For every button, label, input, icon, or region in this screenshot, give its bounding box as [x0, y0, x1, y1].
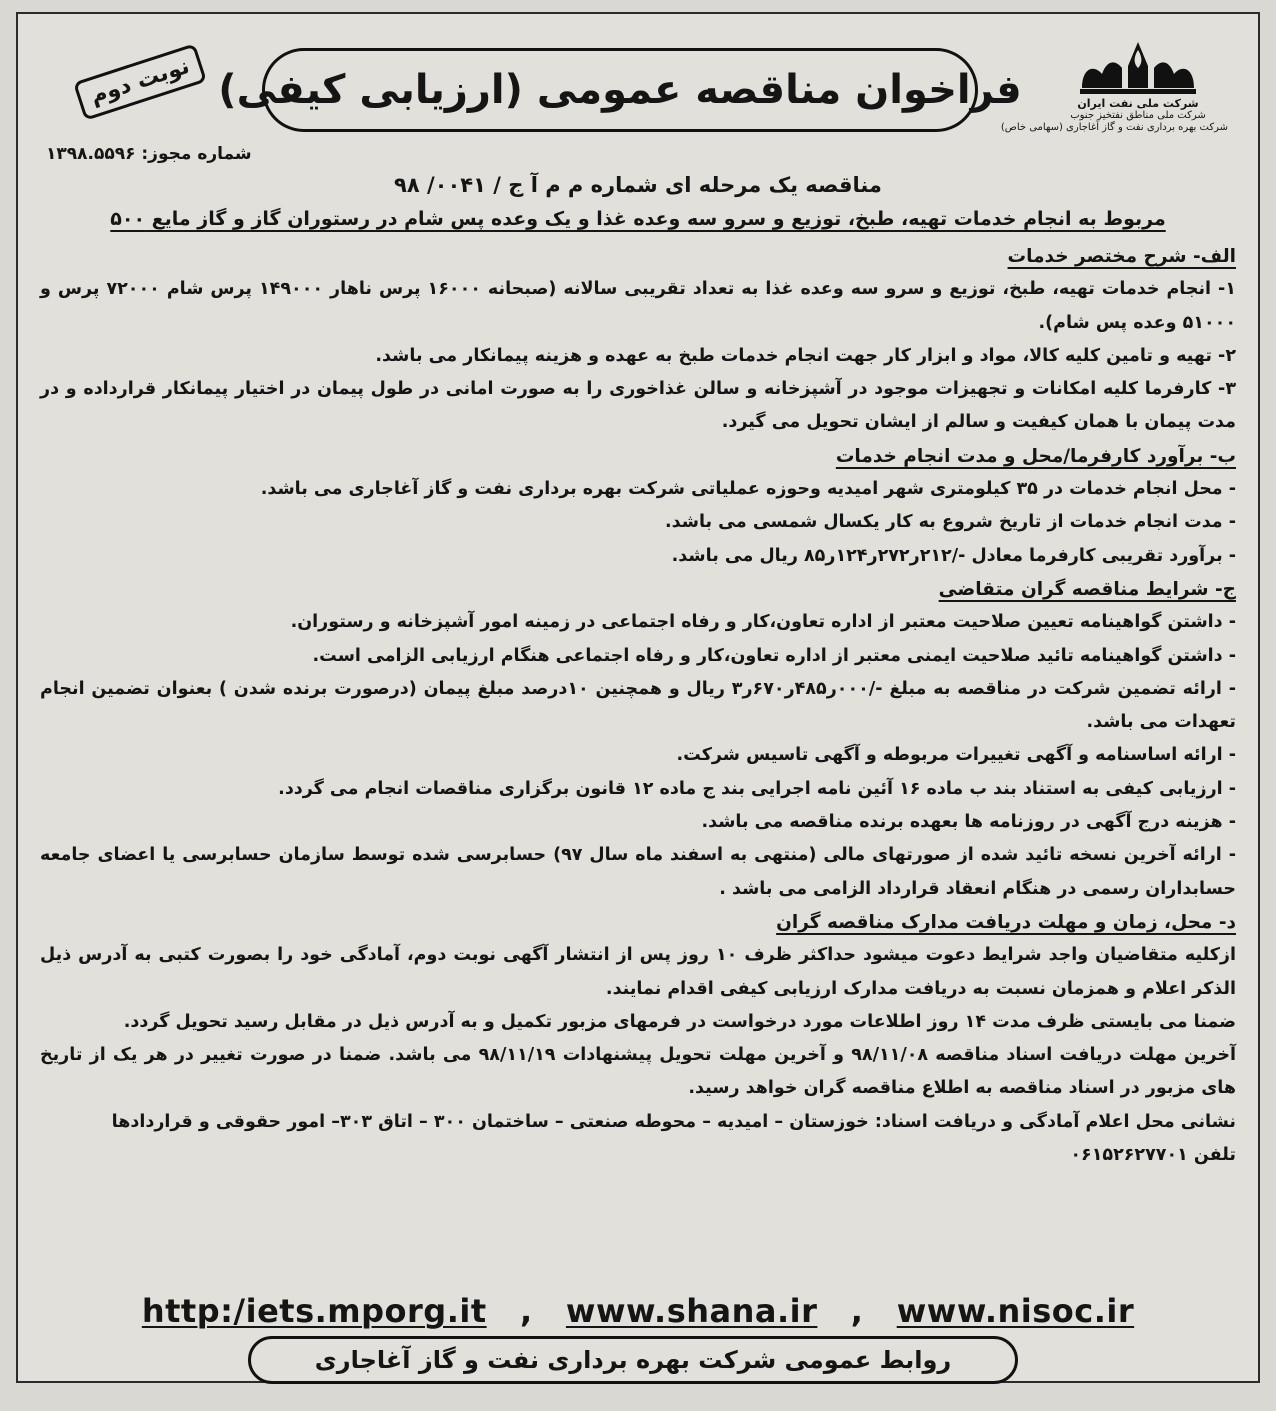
public-relations-footer: روابط عمومی شرکت بهره برداری نفت و گاز آغاجاری — [248, 1336, 1018, 1384]
link-separator: , — [519, 1292, 533, 1330]
section-c-item-3: - ارائه تضمین شرکت در مناقصه به مبلغ -/۰۰۰ر۴۸۵ر۶۷۰ر۳ ریال و همچنین ۱۰درصد مبلغ پیمان (درصورت برنده شدن ) بعنوان تضمین انجام تعهدات می باشد. — [40, 678, 1236, 733]
website-links — [18, 1292, 1258, 1330]
section-b-estimate: - برآورد تقریبی کارفرما معادل -/۲۱۲ر۲۷۲ر۱۲۴ر۸۵ ریال می باشد. — [671, 545, 1236, 566]
link-separator: , — [850, 1292, 864, 1330]
section-c-item-7: - ارائه آخرین نسخه تائید شده از صورتهای مالی (منتهی به اسفند ماه سال ۹۷) حسابرسی شده توسط سازمان حسابرسی یا اعضای جامعه حسابداران رسمی در هنگام انعقاد قرارداد الزامی می باشد . — [40, 845, 1236, 899]
notice-title: فراخوان مناقصه عمومی (ارزیابی کیفی) — [262, 48, 978, 132]
logo-subsidiary: شرکت ملی مناطق نفتخیز جنوب — [1070, 110, 1206, 121]
logo-company-name: شرکت ملی نفت ایران — [1077, 97, 1199, 110]
section-b-duration: - مدت انجام خدمات از تاریخ شروع به کار یکسال شمسی می باشد. — [664, 512, 1236, 533]
section-d-phone: تلفن ۰۶۱۵۲۶۲۷۷۰۱ — [1070, 1145, 1236, 1166]
section-a-item-1: ۱- انجام خدمات تهیه، طبخ، توزیع و سرو سه وعده غذا به تعداد تقریبی سالانه (صبحانه ۱۶۰۰۰ پرس ناهار ۱۴۹۰۰۰ پرس شام ۷۲۰۰۰ پرس و ۵۱۰۰۰ وعده پس شام). — [40, 279, 1236, 333]
company-logo — [1000, 36, 1228, 134]
section-c-item-2: - داشتن گواهینامه تائید صلاحیت ایمنی معتبر از اداره تعاون،کار و رفاه اجتماعی هنگام ارزیابی الزامی است. — [312, 645, 1236, 666]
link-shana[interactable]: www.shana.ir — [565, 1292, 818, 1330]
nioc-emblem-icon — [1078, 36, 1198, 98]
notice-body — [40, 240, 1236, 1172]
section-c-item-6: - هزینه درج آگهی در روزنامه ها بعهده برنده مناقصه می باشد. — [701, 812, 1236, 833]
section-d-heading: د- محل، زمان و مهلت دریافت مدارک مناقصه گران — [776, 911, 1236, 933]
section-b-heading: ب- برآورد کارفرما/محل و مدت انجام خدمات — [835, 445, 1236, 467]
section-d-para-2: ضمنا می بایستی ظرف مدت ۱۴ روز اطلاعات مورد درخواست در فرمهای مزبور تکمیل و به آدرس ذیل در مقابل رسید تحویل گردد. — [123, 1011, 1236, 1032]
logo-operator: شرکت بهره برداری نفت و گاز آغاجاری (سهامی خاص) — [1000, 122, 1228, 133]
section-b-location: - محل انجام خدمات در ۳۵ کیلومتری شهر امیدیه وحوزه عملیاتی شرکت بهره برداری نفت و گاز آغاجاری می باشد. — [260, 479, 1236, 500]
section-c-item-5: - ارزیابی کیفی به استناد بند ب ماده ۱۶ آئین نامه اجرایی بند ج ماده ۱۲ قانون برگزاری مناقصات انجام می گردد. — [278, 778, 1236, 799]
second-publication-stamp: نوبت دوم — [73, 43, 207, 121]
section-d-para-3: آخرین مهلت دریافت اسناد مناقصه ۹۸/۱۱/۰۸ و آخرین مهلت تحویل پیشنهادات ۹۸/۱۱/۱۹ می باشد. ضمنا در صورت تغییر در هر یک از تاریخ های مزبور در اسناد مناقصه به اطلاع مناقصه گران خواهد رسید. — [40, 1045, 1236, 1099]
section-a-item-2: ۲- تهیه و تامین کلیه کالا، مواد و ابزار کار جهت انجام خدمات طبخ به عهده و هزینه پیمانکار می باشد. — [375, 345, 1236, 366]
section-c-item-1: - داشتن گواهینامه تعیین صلاحیت معتبر از اداره تعاون،کار و رفاه اجتماعی در زمینه امور آشپزخانه و رستوران. — [290, 612, 1236, 633]
link-nisoc[interactable]: www.nisoc.ir — [896, 1292, 1135, 1330]
tender-subject: مربوط به انجام خدمات تهیه، طبخ، توزیع و سرو سه وعده غذا و یک وعده پس شام در رستوران گاز و گاز مایع ۵۰۰ — [110, 208, 1166, 230]
section-c-item-4: - ارائه اساسنامه و آگهی تغییرات مربوطه و آگهی تاسیس شرکت. — [676, 745, 1236, 766]
section-a-item-3: ۳- کارفرما کلیه امکانات و تجهیزات موجود در آشپزخانه و سالن غذاخوری را به صورت امانی در طول پیمان در اختیار پیمانکار قرارداده و در مدت پیمان با همان کیفیت و سالم از ایشان تحویل می گیرد. — [40, 379, 1236, 433]
section-d-address: نشانی محل اعلام آمادگی و دریافت اسناد: خوزستان – امیدیه – محوطه صنعتی – ساختمان ۳۰۰ – اتاق ۳۰۳– امور حقوقی و قراردادها — [111, 1111, 1236, 1132]
link-iets[interactable]: http:/iets.mporg.it — [141, 1292, 487, 1330]
permit-number: شماره مجوز: ۱۳۹۸.۵۵۹۶ — [46, 144, 252, 164]
section-c-heading: ج- شرایط مناقصه گران متقاضی — [938, 578, 1236, 600]
tender-number: مناقصه یک مرحله ای شماره م م آ ج / ۰۰۴۱/ ۹۸ — [394, 173, 882, 197]
tender-notice — [16, 12, 1260, 1383]
section-a-heading: الف- شرح مختصر خدمات — [1007, 246, 1236, 267]
section-d-para-1: ازکلیه متقاضیان واجد شرایط دعوت میشود حداکثر ظرف ۱۰ روز پس از انتشار آگهی نوبت دوم، آمادگی خود را بصورت کتبی به آدرس ذیل الذکر اعلام و همزمان نسبت به دریافت مدارک ارزیابی کیفی اقدام نمایند. — [40, 945, 1237, 999]
